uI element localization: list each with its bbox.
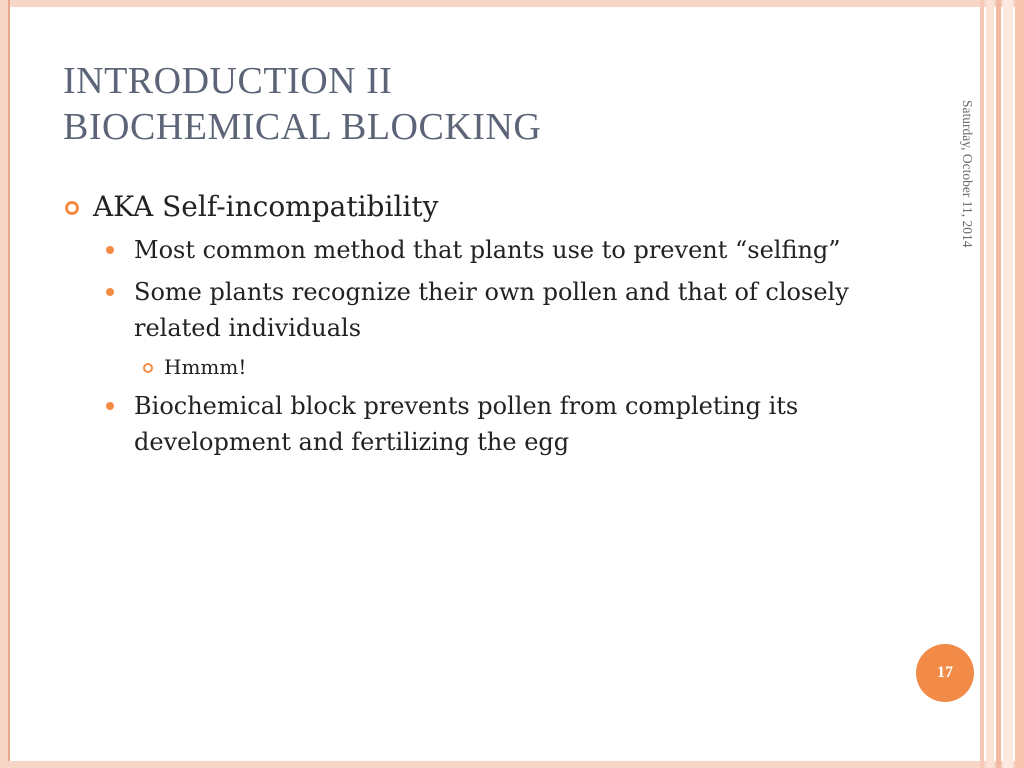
page-number-badge: 17 <box>916 644 974 702</box>
bullet-text: Biochemical block prevents pollen from completing its development and fertilizing the egg <box>134 392 799 456</box>
dot-bullet-icon <box>106 246 114 254</box>
decor-stripe <box>996 0 1001 768</box>
bullet-text: AKA Self-incompatibility <box>93 190 439 223</box>
bullet-text: Some plants recognize their own pollen and that of closely related individuals <box>134 278 849 342</box>
ring-bullet-icon <box>143 363 153 373</box>
dot-bullet-icon <box>106 402 114 410</box>
decor-stripe <box>1015 0 1024 768</box>
bullet-item-level2 <box>63 388 863 460</box>
ring-bullet-icon <box>65 201 79 215</box>
slide-title: INTRODUCTION II BIOCHEMICAL BLOCKING <box>63 60 542 148</box>
decor-stripe <box>980 0 984 768</box>
frame-bottom-border <box>0 761 1024 768</box>
decor-stripe <box>986 0 994 768</box>
bullet-text: Most common method that plants use to prevent “selfing” <box>134 236 841 264</box>
dot-bullet-icon <box>106 288 114 296</box>
slide-date: Saturday, October 11, 2014 <box>960 100 975 248</box>
bullet-item-level2 <box>63 274 863 346</box>
bullet-text: Hmmm! <box>164 355 247 379</box>
bullet-item-level1 <box>63 190 863 224</box>
frame-left-border <box>0 0 10 768</box>
slide-body <box>63 190 863 466</box>
frame-top-border <box>0 0 1024 7</box>
bullet-item-level2 <box>63 232 863 268</box>
bullet-item-level3 <box>63 352 863 382</box>
decor-stripe <box>1003 0 1013 768</box>
